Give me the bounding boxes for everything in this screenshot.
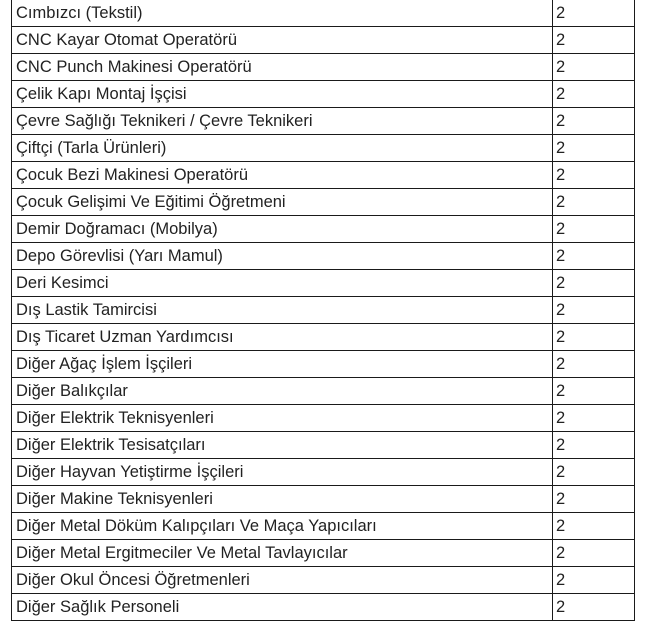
occupation-count-cell: 2: [553, 108, 635, 135]
occupation-count-cell: 2: [553, 405, 635, 432]
occupation-name-cell: Demir Doğramacı (Mobilya): [12, 216, 553, 243]
occupation-count-cell: 2: [553, 135, 635, 162]
occupation-count-cell: 2: [553, 378, 635, 405]
occupation-count-cell: 2: [553, 351, 635, 378]
table-row: [12, 81, 635, 108]
occupation-name-cell: Diğer Sağlık Personeli: [12, 594, 553, 621]
table-row: [12, 162, 635, 189]
table-row: [12, 486, 635, 513]
occupation-count-cell: 2: [553, 81, 635, 108]
occupation-name-cell: Dış Ticaret Uzman Yardımcısı: [12, 324, 553, 351]
occupation-name-cell: Cımbızcı (Tekstil): [12, 0, 553, 27]
occupation-name-cell: Diğer Okul Öncesi Öğretmenleri: [12, 567, 553, 594]
occupation-name-cell: Dış Lastik Tamircisi: [12, 297, 553, 324]
occupation-count-cell: 2: [553, 54, 635, 81]
table-row: [12, 216, 635, 243]
occupation-name-cell: Çelik Kapı Montaj İşçisi: [12, 81, 553, 108]
occupation-name-cell: Diğer Metal Döküm Kalıpçıları Ve Maça Yapıcıları: [12, 513, 553, 540]
occupation-name-cell: Diğer Metal Ergitmeciler Ve Metal Tavlayıcılar: [12, 540, 553, 567]
table-row: [12, 324, 635, 351]
occupation-count-cell: 2: [553, 27, 635, 54]
occupation-name-cell: Diğer Elektrik Teknisyenleri: [12, 405, 553, 432]
occupation-name-cell: Çiftçi (Tarla Ürünleri): [12, 135, 553, 162]
table-row: [12, 540, 635, 567]
table-row: [12, 0, 635, 27]
occupation-name-cell: Çocuk Bezi Makinesi Operatörü: [12, 162, 553, 189]
occupation-count-cell: 2: [553, 0, 635, 27]
occupation-count-cell: 2: [553, 486, 635, 513]
occupation-count-cell: 2: [553, 162, 635, 189]
occupation-count-cell: 2: [553, 432, 635, 459]
table-row: [12, 378, 635, 405]
occupation-count-cell: 2: [553, 513, 635, 540]
table-row: [12, 189, 635, 216]
table-row: [12, 54, 635, 81]
table-row: [12, 459, 635, 486]
occupation-name-cell: CNC Kayar Otomat Operatörü: [12, 27, 553, 54]
occupation-name-cell: Diğer Ağaç İşlem İşçileri: [12, 351, 553, 378]
occupation-name-cell: Diğer Elektrik Tesisatçıları: [12, 432, 553, 459]
occupation-count-cell: 2: [553, 567, 635, 594]
table-row: [12, 270, 635, 297]
table-row: [12, 405, 635, 432]
table-row: [12, 513, 635, 540]
occupation-name-cell: Çevre Sağlığı Teknikeri / Çevre Teknikeri: [12, 108, 553, 135]
occupation-name-cell: CNC Punch Makinesi Operatörü: [12, 54, 553, 81]
occupation-count-cell: 2: [553, 540, 635, 567]
table-body: [12, 0, 635, 621]
occupation-name-cell: Diğer Makine Teknisyenleri: [12, 486, 553, 513]
occupation-name-cell: Deri Kesimci: [12, 270, 553, 297]
table-row: [12, 594, 635, 621]
occupation-count-cell: 2: [553, 189, 635, 216]
occupation-count-cell: 2: [553, 594, 635, 621]
occupation-count-cell: 2: [553, 270, 635, 297]
table-row: [12, 351, 635, 378]
occupation-table-container: [11, 0, 634, 621]
occupation-name-cell: Depo Görevlisi (Yarı Mamul): [12, 243, 553, 270]
occupation-name-cell: Diğer Hayvan Yetiştirme İşçileri: [12, 459, 553, 486]
occupation-count-cell: 2: [553, 243, 635, 270]
occupation-count-cell: 2: [553, 297, 635, 324]
table-row: [12, 135, 635, 162]
table-row: [12, 297, 635, 324]
table-row: [12, 432, 635, 459]
occupation-count-cell: 2: [553, 459, 635, 486]
occupation-count-cell: 2: [553, 216, 635, 243]
table-row: [12, 27, 635, 54]
occupation-count-cell: 2: [553, 324, 635, 351]
occupation-name-cell: Diğer Balıkçılar: [12, 378, 553, 405]
occupation-name-cell: Çocuk Gelişimi Ve Eğitimi Öğretmeni: [12, 189, 553, 216]
table-row: [12, 108, 635, 135]
table-row: [12, 567, 635, 594]
occupation-table: [11, 0, 635, 621]
table-row: [12, 243, 635, 270]
